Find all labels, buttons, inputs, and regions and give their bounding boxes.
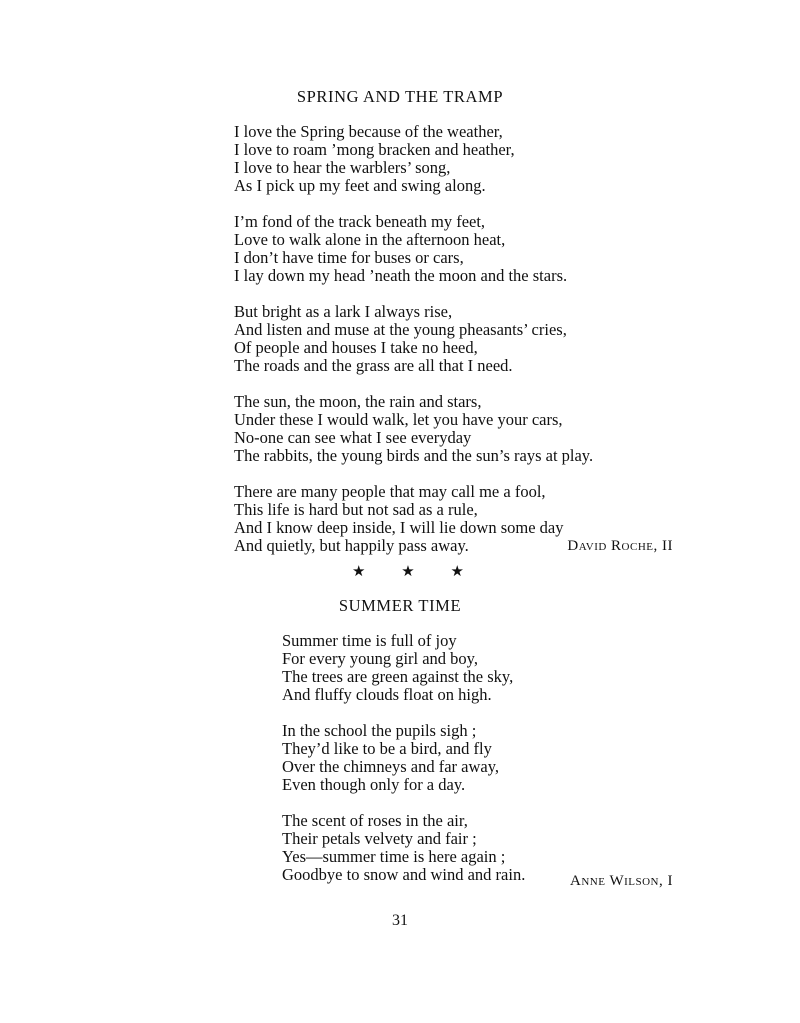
poem-line: And I know deep inside, I will lie down some day [234,518,564,537]
poem-line: Of people and houses I take no heed, [234,338,478,357]
stanza [234,303,593,375]
stanza [282,722,525,794]
poem-title-summer-time: SUMMER TIME [338,596,462,615]
poem-line: I love to roam ’mong bracken and heather, [234,140,515,159]
poem-line: This life is hard but not sad as a rule, [234,500,478,519]
poem-line: I love the Spring because of the weather, [234,122,503,141]
poem-line: Love to walk alone in the afternoon heat, [234,230,506,249]
poem-line: I don’t have time for buses or cars, [234,248,464,267]
poem-title-spring-and-the-tramp: SPRING AND THE TRAMP [296,87,504,106]
poem-line: I lay down my head ’neath the moon and the stars. [234,266,568,285]
author-anne-wilson: Anne Wilson, I [570,873,673,889]
poem-line: The rabbits, the young birds and the sun’s rays at play. [234,446,594,465]
stanza [234,483,593,555]
poem-line: Even though only for a day. [282,775,466,794]
poem-line: And listen and muse at the young pheasants’ cries, [234,320,567,339]
poem-spring-and-the-tramp [234,123,593,555]
stanza [234,393,593,465]
poem-line: Summer time is full of joy [282,631,457,650]
section-separator [352,562,464,581]
poem-line: Yes—summer time is here again ; [282,847,506,866]
poem-line: No-one can see what I see everyday [234,428,472,447]
poem-line: For every young girl and boy, [282,649,478,668]
poem-line: I’m fond of the track beneath my feet, [234,212,486,231]
stanza [234,213,593,285]
poem-line: And quietly, but happily pass away. [234,536,469,555]
poem-line: There are many people that may call me a fool, [234,482,546,501]
poem-line: The roads and the grass are all that I need. [234,356,513,375]
poem-line: Over the chimneys and far away, [282,757,500,776]
poem-line: I love to hear the warblers’ song, [234,158,451,177]
stanza [282,632,525,704]
poem-line: In the school the pupils sigh ; [282,721,477,740]
poem-summer-time [282,632,525,884]
poem-line: The trees are green against the sky, [282,667,514,686]
poem-line: The sun, the moon, the rain and stars, [234,392,482,411]
poem-line: Their petals velvety and fair ; [282,829,477,848]
poem-line: As I pick up my feet and swing along. [234,176,486,195]
poem-line: Goodbye to snow and wind and rain. [282,865,526,884]
stanza [234,123,593,195]
star-icon: ★ [352,564,366,580]
page-number: 31 [392,912,408,929]
poem-line: But bright as a lark I always rise, [234,302,453,321]
star-icon: ★ [450,564,464,580]
star-icon: ★ [401,564,415,580]
stanza [282,812,525,884]
poem-line: The scent of roses in the air, [282,811,468,830]
poem-line: Under these I would walk, let you have your cars, [234,410,563,429]
poem-line: They’d like to be a bird, and fly [282,739,492,758]
poem-line: And fluffy clouds float on high. [282,685,492,704]
author-david-roche: David Roche, II [567,538,673,554]
